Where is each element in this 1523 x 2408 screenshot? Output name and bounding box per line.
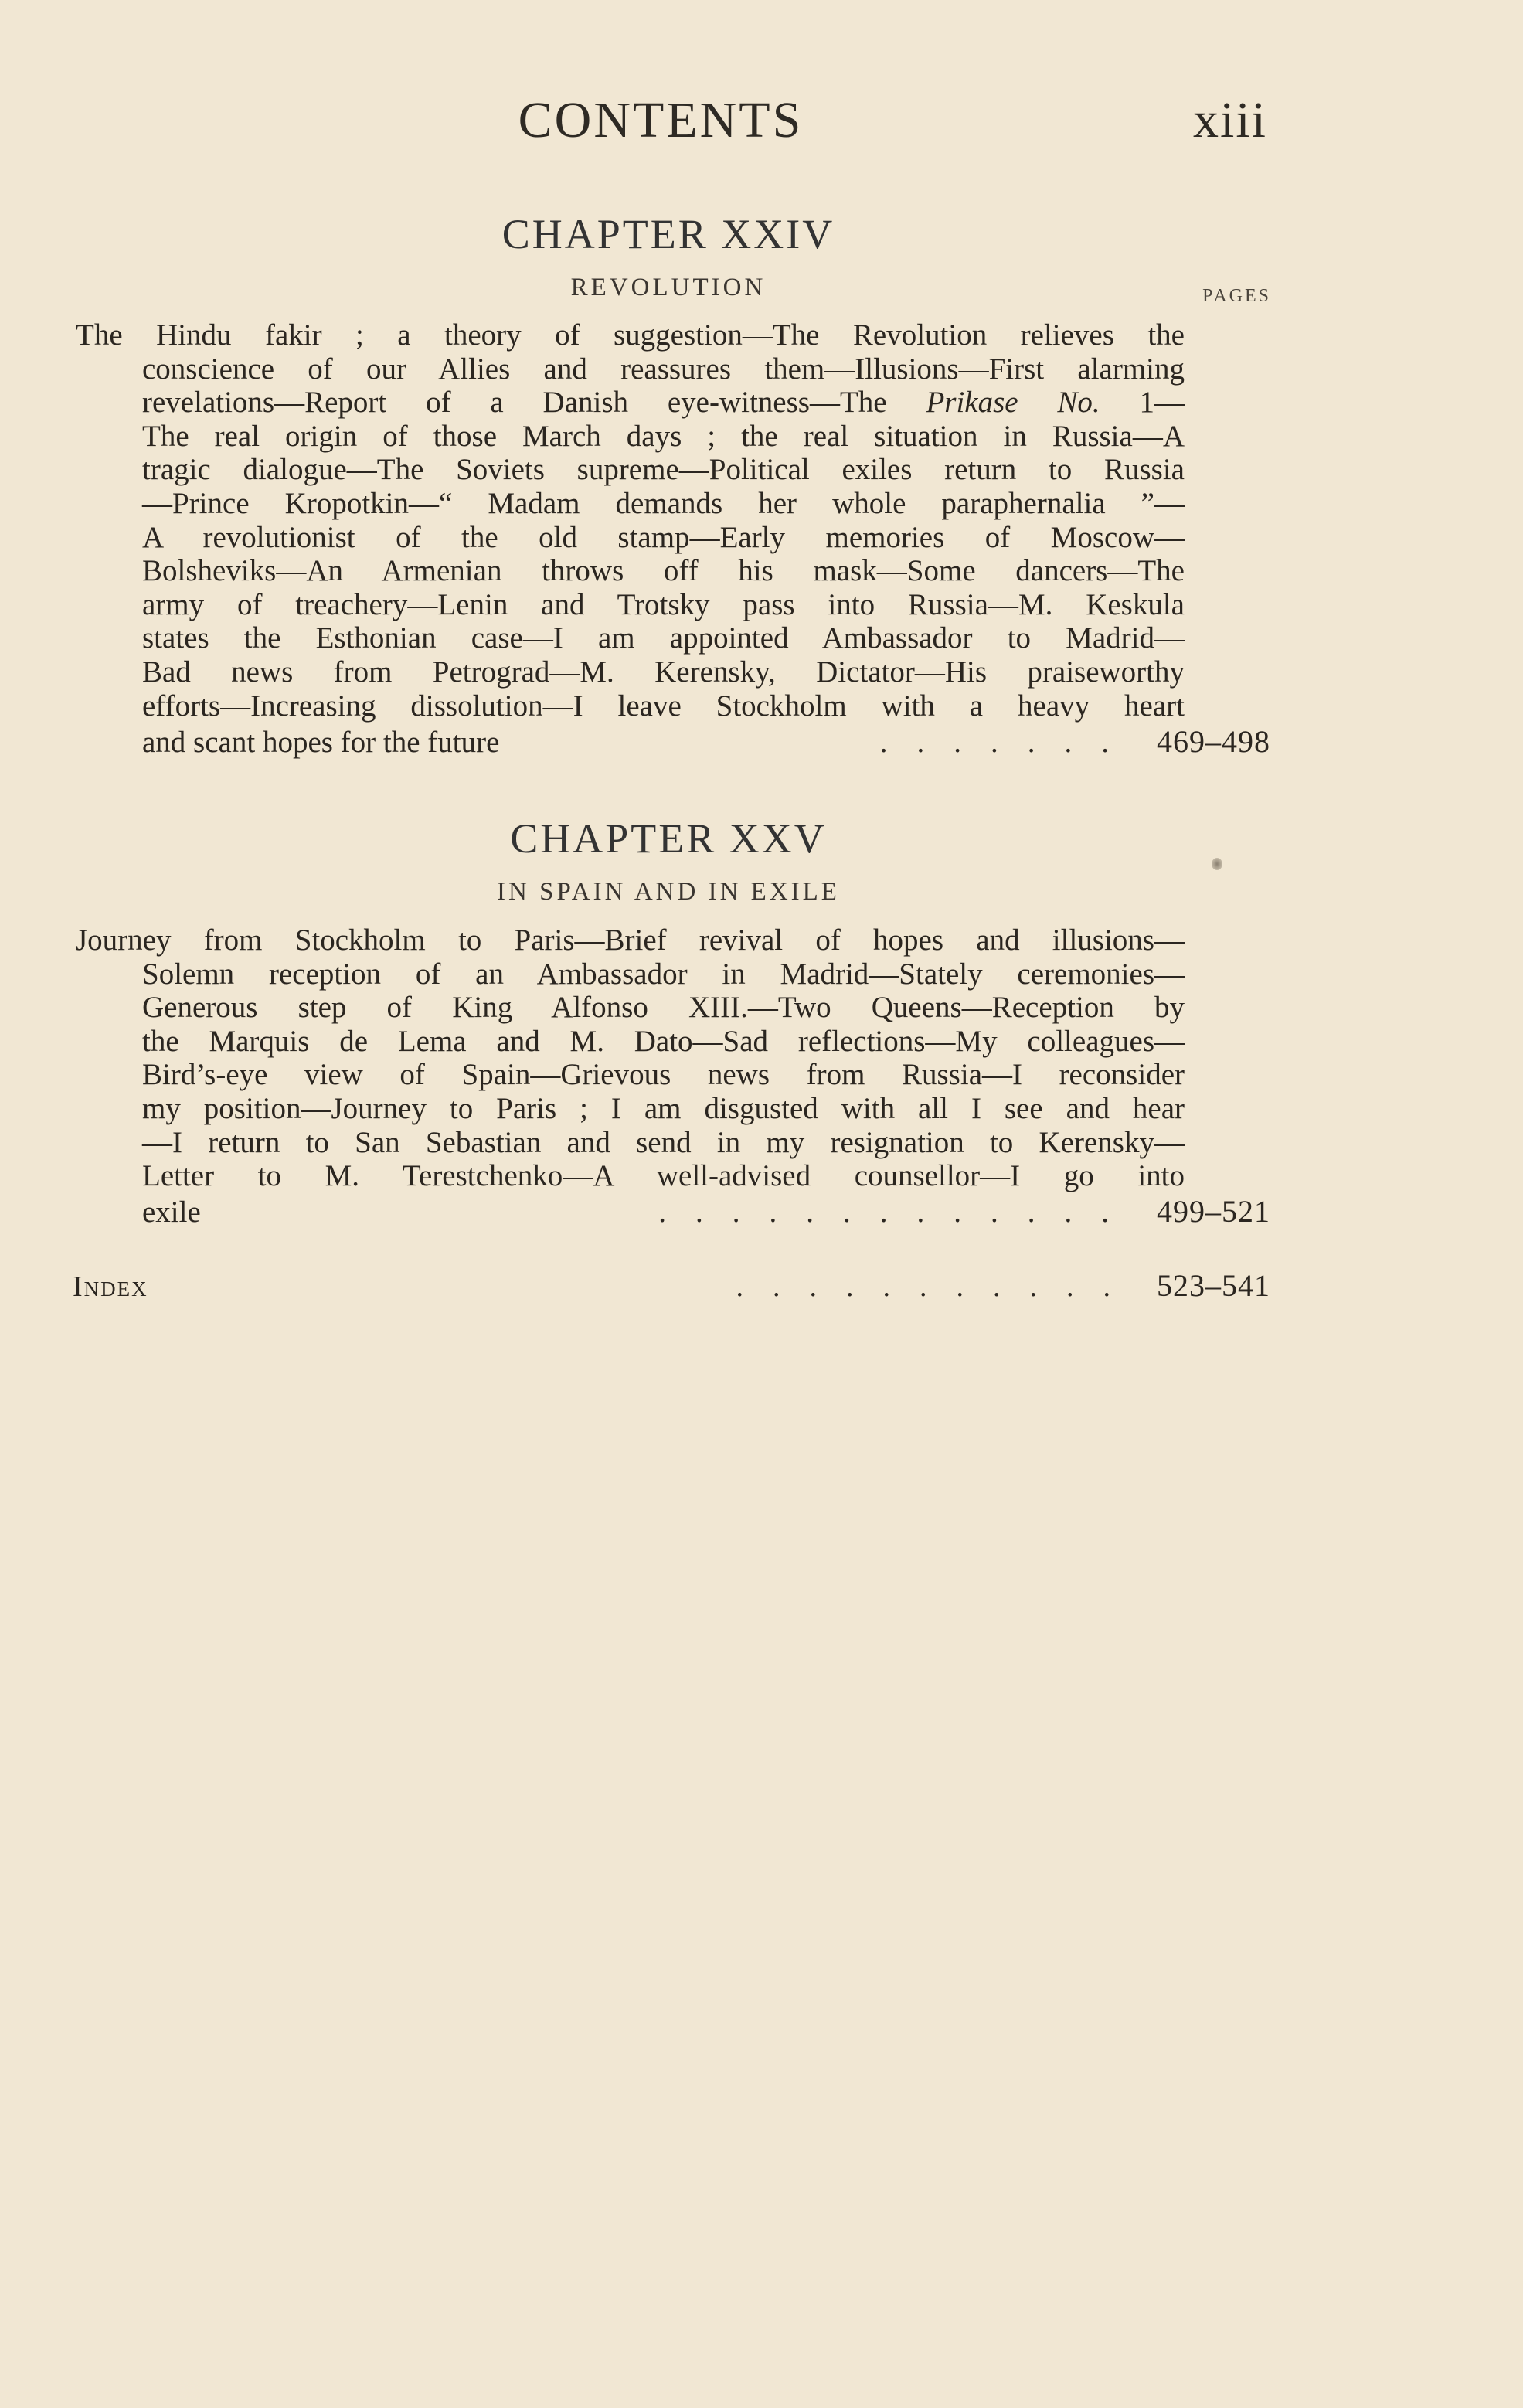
chapter-xxiv-page-range: 469–498 — [1157, 724, 1270, 759]
summary-line: The Hindu fakir ; a theory of suggestion—The Revolution relieves the — [76, 318, 1185, 352]
summary-line: Generous step of King Alfonso XIII.—Two Queens—Reception by — [142, 991, 1185, 1025]
italic-title: Prikase No. — [926, 386, 1100, 420]
chapter-xxiv-heading: CHAPTER XXIV — [501, 211, 835, 257]
chapter-xxv-summary — [76, 923, 1185, 1193]
index-page-range: 523–541 — [1157, 1268, 1270, 1303]
summary-line: exile — [142, 1195, 201, 1229]
chapter-xxv-page-range: 499–521 — [1157, 1194, 1270, 1229]
summary-line-text: revelations—Report of a Danish eye-witness—The — [142, 386, 887, 420]
summary-line: Bird’s-eye view of Spain—Grievous news from Russia—I reconsider — [142, 1058, 1185, 1092]
summary-line: Bad news from Petrograd—M. Kerensky, Dictator—His praiseworthy — [142, 655, 1185, 689]
index-label: Index — [73, 1270, 148, 1303]
summary-line: Bolsheviks—An Armenian throws off his mask—Some dancers—The — [142, 554, 1185, 588]
running-title: CONTENTS — [518, 92, 804, 148]
chapter-xxiv-summary — [76, 318, 1185, 723]
chapter-xxiv-page-entry — [142, 724, 1270, 760]
chapter-xxiv-subtitle: REVOLUTION — [570, 274, 767, 301]
summary-line: —Prince Kropotkin—“ Madam demands her whole paraphernalia ”— — [142, 486, 1185, 520]
summary-line: Solemn reception of an Ambassador in Madrid—Stately ceremonies— — [142, 957, 1185, 991]
summary-line — [142, 386, 1185, 420]
ink-smudge — [1212, 858, 1222, 870]
chapter-xxv-subtitle: IN SPAIN AND IN EXILE — [497, 878, 840, 906]
summary-line: —I return to San Sebastian and send in my resignation to Kerensky— — [142, 1125, 1185, 1159]
pages-column-label: PAGES — [1202, 286, 1271, 306]
chapter-xxv-heading: CHAPTER XXV — [510, 815, 827, 862]
page-number: xiii — [1192, 92, 1267, 148]
summary-line: my position—Journey to Paris ; I am disgusted with all I see and hear — [142, 1091, 1185, 1125]
chapter-xxv-page-entry — [142, 1194, 1270, 1230]
summary-line: Letter to M. Terestchenko—A well-advised counsellor—I go into — [142, 1159, 1185, 1193]
index-entry — [73, 1267, 1270, 1306]
summary-line: conscience of our Allies and reassures them—Illusions—First alarming — [142, 352, 1185, 386]
summary-line: army of treachery—Lenin and Trotsky pass into Russia—M. Keskula — [142, 587, 1185, 621]
dot-leader: ............. — [658, 1195, 1138, 1229]
summary-line: A revolutionist of the old stamp—Early memories of Moscow— — [142, 520, 1185, 554]
summary-line: tragic dialogue—The Soviets supreme—Political exiles return to Russia — [142, 453, 1185, 487]
italic-suffix: 1— — [1100, 386, 1185, 420]
dot-leader: ........... — [736, 1270, 1140, 1303]
summary-line: The real origin of those March days ; the real situation in Russia—A — [142, 419, 1185, 453]
summary-line: states the Esthonian case—I am appointed Ambassador to Madrid— — [142, 621, 1185, 655]
summary-line: the Marquis de Lema and M. Dato—Sad reflections—My colleagues— — [142, 1024, 1185, 1058]
summary-line: Journey from Stockholm to Paris—Brief revival of hopes and illusions— — [76, 923, 1185, 957]
summary-line: and scant hopes for the future — [142, 726, 500, 759]
dot-leader: ....... — [879, 726, 1138, 759]
summary-line: efforts—Increasing dissolution—I leave Stockholm with a heavy heart — [142, 689, 1185, 723]
